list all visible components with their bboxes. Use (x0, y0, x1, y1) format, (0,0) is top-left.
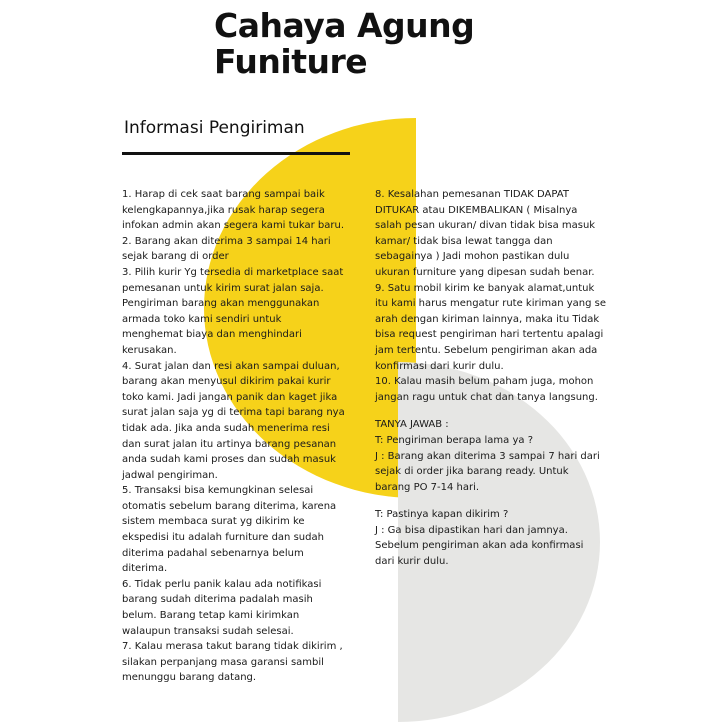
brand-title-line-2: Funiture (214, 42, 368, 81)
text-line: 6. Tidak perlu panik kalau ada notifikasi (122, 578, 322, 590)
text-line: sebagainya ) Jadi mohon pastikan dulu (375, 251, 570, 263)
text-line: barang akan menyusul dikirim pakai kurir (122, 376, 331, 388)
policy-list-continued (375, 187, 625, 405)
text-line: 10. Kalau masih belum paham juga, mohon (375, 376, 594, 388)
text-line: tidak ada. Jika anda sudah menerima resi (122, 422, 330, 434)
text-line: DITUKAR atau DIKEMBALIKAN ( Misalnya (375, 204, 578, 216)
text-line: kelengkapannya,jika rusak harap segera (122, 204, 325, 216)
text-line: diterima. (122, 563, 168, 575)
brand-title (214, 8, 474, 80)
text-line: 3. Pilih kurir Yg tersedia di marketplace saat (122, 266, 344, 278)
title-underline (122, 152, 350, 155)
text-line: 9. Satu mobil kirim ke banyak alamat,untuk (375, 282, 595, 294)
text-line: sistem membaca surat yg dikirim ke (122, 516, 305, 528)
text-line: 1. Harap di cek saat barang sampai baik (122, 189, 325, 200)
text-line: menunggu barang datang. (122, 672, 257, 684)
text-line: barang sudah diterima padalah masih (122, 594, 313, 606)
text-line: Pengiriman barang akan menggunakan (122, 298, 320, 310)
faq-question-2: T: Pastinya kapan dikirim ? (375, 509, 509, 521)
text-line: jadwal pengiriman. (122, 469, 218, 481)
text-line: diterima padahal sebenarnya belum (122, 547, 304, 559)
spacer (375, 495, 625, 507)
text-line: dan surat jalan itu artinya barang pesanan (122, 438, 337, 450)
text-line: salah pesan ukuran/ divan tidak bisa masuk (375, 220, 596, 232)
text-line: konfirmasi dari kurir dulu. (375, 360, 504, 372)
text-line: pemesanan untuk kirim surat jalan saja. (122, 282, 324, 294)
spacer (375, 405, 625, 417)
faq-heading: TANYA JAWAB : (375, 419, 449, 431)
text-line: 8. Kesalahan pemesanan TIDAK DAPAT (375, 189, 569, 200)
section-title: Informasi Pengiriman (124, 118, 305, 138)
faq-question-1: T: Pengiriman berapa lama ya ? (375, 434, 534, 446)
faq-answer-2-line: dari kurir dulu. (375, 556, 449, 568)
text-line: surat jalan saja yg di terima tapi barang nya (122, 407, 345, 419)
text-line: ukuran furniture yang dipesan sudah benar. (375, 266, 595, 278)
text-line: 5. Transaksi bisa kemungkinan selesai (122, 485, 314, 497)
faq-answer-2-line: Sebelum pengiriman akan ada konfirmasi (375, 540, 584, 552)
text-line: kerusakan. (122, 344, 177, 356)
text-line: jangan ragu untuk chat dan tanya langsung. (375, 391, 598, 403)
text-line: walaupun transaksi sudah selesai. (122, 625, 294, 637)
text-line: armada toko kami sendiri untuk (122, 313, 282, 325)
text-line: toko kami. Jadi jangan panik dan kaget jika (122, 391, 338, 403)
text-line: silakan perpanjang masa garansi sambil (122, 656, 324, 668)
text-line: bisa request pengiriman hari tertentu apalagi (375, 329, 604, 341)
text-line: 2. Barang akan diterima 3 sampai 14 hari (122, 235, 331, 247)
text-line: 7. Kalau merasa takut barang tidak dikirim , (122, 641, 343, 653)
text-line: anda sudah kami proses dan sudah masuk (122, 454, 336, 466)
faq-answer-2-line: J : Ga bisa dipastikan hari dan jamnya. (375, 524, 568, 536)
text-line: belum. Barang tetap kami kirimkan (122, 610, 300, 622)
faq-answer-1-line: J : Barang akan diterima 3 sampai 7 hari dari (375, 450, 600, 462)
text-line: itu kami harus mengatur rute kiriman yang se (375, 298, 607, 310)
text-line: otomatis sebelum barang diterima, karena (122, 500, 337, 512)
brand-title-line-1: Cahaya Agung (214, 6, 475, 45)
text-line: sejak barang di order (122, 251, 229, 263)
text-line: menghemat biaya dan menghindari (122, 329, 302, 341)
left-text-column (122, 187, 372, 686)
text-line: 4. Surat jalan dan resi akan sampai duluan, (122, 360, 340, 372)
text-line: arah dengan kiriman lainnya, maka itu Tidak (375, 313, 600, 325)
text-line: kamar/ tidak bisa lewat tangga dan (375, 235, 553, 247)
right-text-column (375, 187, 625, 570)
text-line: infokan admin akan segera kami tukar baru. (122, 220, 345, 232)
text-line: jam tertentu. Sebelum pengiriman akan ada (375, 344, 598, 356)
faq-answer-1-line: sejak di order jika barang ready. Untuk (375, 466, 569, 478)
text-line: ekspedisi itu adalah furniture dan sudah (122, 532, 324, 544)
faq-answer-1-line: barang PO 7-14 hari. (375, 481, 480, 493)
